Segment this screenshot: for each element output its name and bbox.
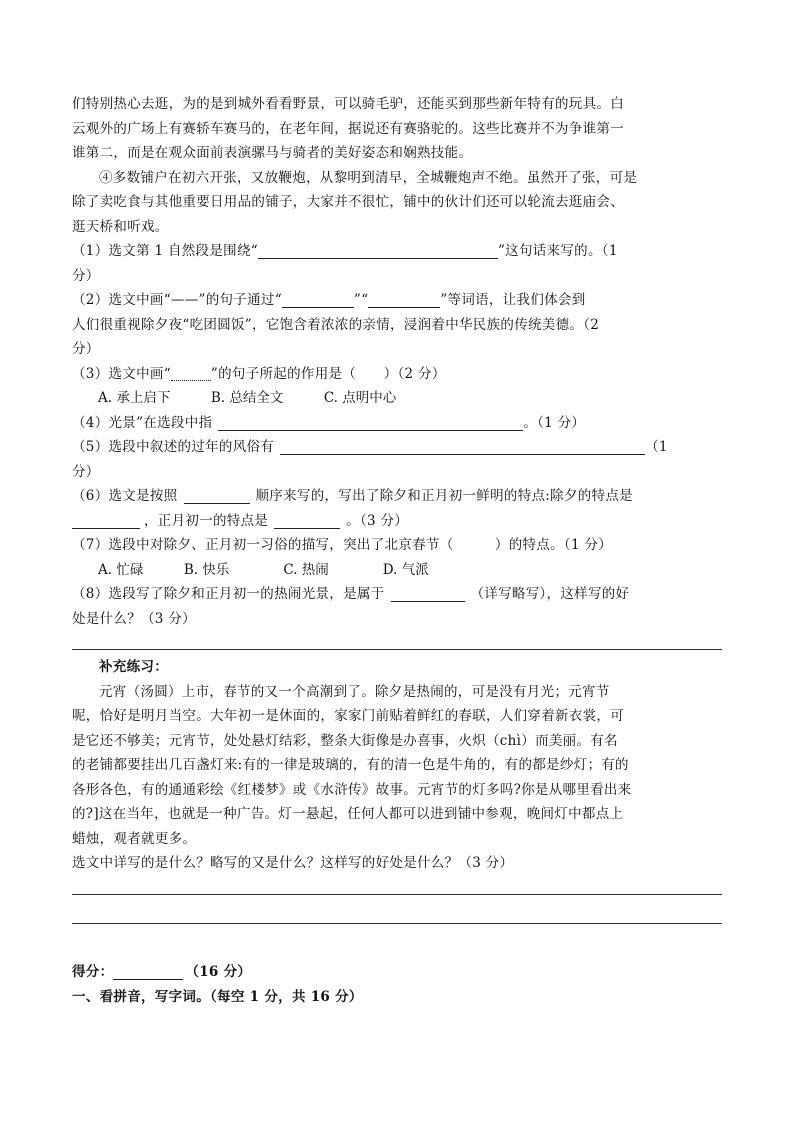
- question-5-cont: 分）: [72, 463, 100, 480]
- question-7: （7）选段中对除夕、正月初一习俗的描写，突出了北京春节（ ）的特点。（1 分）: [72, 537, 613, 553]
- worksheet-page: [72, 92, 722, 924]
- passage-line: ④多数铺户在初六开张，又放鞭炮，从黎明到清早，全城鞭炮声不绝。虽然开了张，可是: [99, 169, 638, 186]
- question-6: （6）选文是按照 顺序来写的，写出了除夕和正月初一鲜明的特点:除夕的特点是: [72, 488, 633, 504]
- question-3: （3）选文中画“ ”的句子所起的作用是（ ）（2 分）: [72, 365, 446, 382]
- supplement-line: 蜡烛，观者就更多。: [72, 830, 197, 847]
- supplement-line: 呢，恰好是明月当空。大年初一是休面的，家家门前贴着鲜红的春联，人们穿着新衣裳，可: [72, 708, 624, 724]
- score-row: [72, 960, 722, 1009]
- supplement-line: 元宵（汤圆）上市，春节的又一个高潮到了。除夕是热闹的，可是没有月光；元宵节: [99, 683, 610, 700]
- question-8-cont: 处是什么？（3 分）: [72, 610, 196, 627]
- score-points: （16 分）: [185, 964, 252, 980]
- answer-blank[interactable]: [184, 487, 250, 504]
- supplement-question: 选文中详写的是什么？略写的又是什么？这样写的好处是什么？（3 分）: [72, 855, 514, 871]
- question-5: （5）选段中叙述的过年的风俗有 （1: [72, 439, 668, 455]
- question-6-cont: ，正月初一的特点是 。（3 分）: [72, 509, 722, 534]
- score-label: 得分：: [72, 964, 114, 980]
- answer-line[interactable]: [72, 894, 722, 895]
- question-3-options: A. 承上启下 B. 总结全文 C. 点明中心: [98, 390, 397, 406]
- answer-line[interactable]: [72, 923, 722, 924]
- passage-line: 们特别热心去逛，为的是到城外看看野景，可以骑毛驴，还能买到那些新年特有的玩具。白: [72, 96, 624, 112]
- supplement-line: 的?]这在当年，也就是一种广告。灯一悬起，任何人都可以进到铺中参观，晚间灯中都点上: [72, 806, 624, 822]
- passage-line: 逛天桥和听戏。: [72, 218, 169, 235]
- supplement-line: 是它还不够美；元宵节，处处悬灯结彩，整条大街像是办喜事，火炽（chì）而美丽。有名: [72, 732, 618, 749]
- wavy-underline-mark: [171, 366, 211, 381]
- supplement-line: 的老铺都要挂出几百盏灯来:有的一律是玻璃的，有的清一色是牛角的，有的都是纱灯；有的: [72, 757, 629, 773]
- question-1: （1）选文第 1 自然段是围绕“ ”这句话来写的。（1: [72, 243, 618, 259]
- answer-blank[interactable]: [282, 291, 354, 308]
- passage-line: 云观外的广场上有赛轿车赛马的，在老年间，据说还有赛骆驼的。这些比赛并不为争谁第一: [72, 120, 624, 137]
- question-2-cont: 分）: [72, 341, 100, 357]
- question-7-options: A. 忙碌 B. 快乐 C. 热闹 D. 气派: [98, 561, 429, 578]
- supplement-title: 补充练习：: [99, 659, 168, 675]
- answer-blank[interactable]: [368, 291, 440, 308]
- question-4: （4）光景”在选段中指 。（1 分）: [72, 414, 586, 431]
- answer-line[interactable]: [72, 649, 722, 650]
- supplement-line: 各形各色，有的通通彩绘《红楼梦》或《水浒传》故事。元宵节的灯多吗?你是从哪里看出来: [72, 781, 632, 798]
- answer-blank[interactable]: [391, 585, 465, 602]
- answer-blank[interactable]: [72, 512, 140, 529]
- answer-blank[interactable]: [218, 414, 523, 431]
- answer-blank[interactable]: [258, 242, 498, 259]
- section-title: 一、看拼音，写字词。（每空 1 分，共 16 分）: [72, 988, 363, 1005]
- passage-line: 除了卖吃食与其他重要日用品的铺子，大家并不很忙，铺中的伙计们还可以轮流去逛庙会、: [72, 194, 624, 210]
- answer-blank[interactable]: [274, 512, 340, 529]
- answer-blank[interactable]: [280, 438, 645, 455]
- question-8: （8）选段写了除夕和正月初一的热闹光景，是属于 （详写略写），这样写的好: [72, 586, 630, 602]
- passage-line: 谁第二，而是在观众面前表演骡马与骑者的美好姿态和娴熟技能。: [72, 145, 473, 161]
- question-2: （2）选文中画“——”的句子通过“ ”“ ”等词语，让我们体会到: [72, 292, 586, 308]
- score-blank[interactable]: [113, 963, 183, 980]
- question-1-cont: 分）: [72, 267, 100, 284]
- question-2-cont: 人们很重视除夕夜“吃团圆饭”，它饱含着浓浓的亲情，浸润着中华民族的传统美德。（2: [72, 316, 600, 333]
